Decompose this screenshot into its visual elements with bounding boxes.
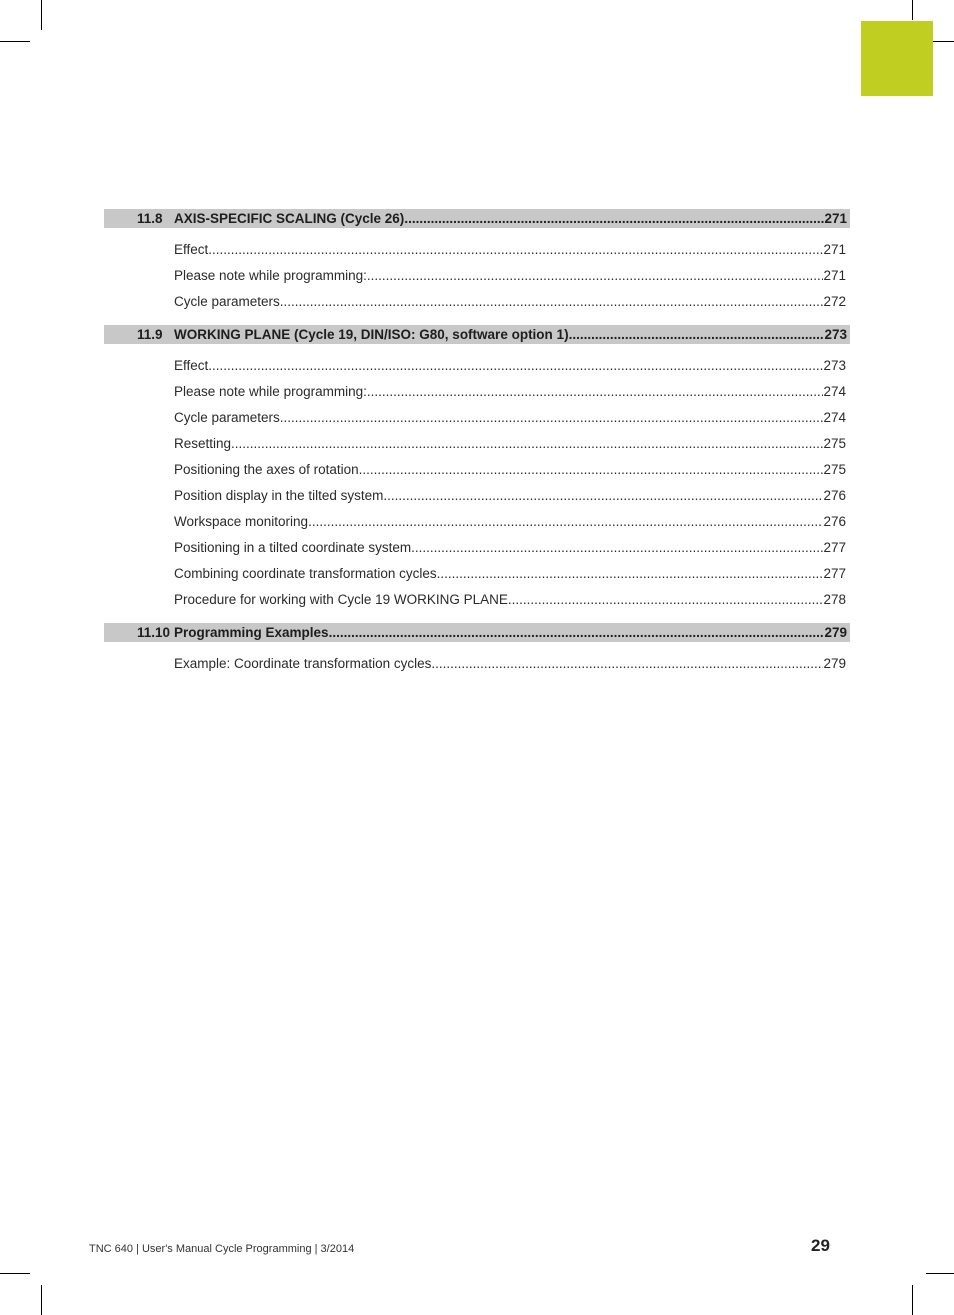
dot-leader <box>280 289 824 315</box>
entry-page: 273 <box>823 358 846 373</box>
entry-title: Position display in the tilted system <box>174 488 384 503</box>
entry-title: Positioning the axes of rotation <box>174 462 359 477</box>
toc-entry-line <box>174 535 846 561</box>
crop-mark <box>41 1285 42 1315</box>
dot-leader <box>431 651 823 677</box>
entry-title: Procedure for working with Cycle 19 WORKING PLANE <box>174 592 508 607</box>
toc-entry-line <box>174 289 846 315</box>
entry-title: Please note while programming: <box>174 384 367 399</box>
section-heading-line <box>174 325 847 344</box>
entry-page: 271 <box>823 268 846 283</box>
section-page: 271 <box>824 211 847 226</box>
crop-mark <box>926 1273 954 1274</box>
toc-entry-line <box>174 483 846 509</box>
toc-entry[interactable] <box>104 457 850 483</box>
entry-page: 278 <box>823 592 846 607</box>
entry-title: Workspace monitoring <box>174 514 309 529</box>
entry-page: 271 <box>823 242 846 257</box>
toc-entry-line <box>174 379 846 405</box>
footer-text: TNC 640 | User's Manual Cycle Programming | 3/2014 <box>89 1243 355 1255</box>
dot-leader <box>359 457 824 483</box>
toc-entry-line <box>174 353 846 379</box>
toc-entry-line <box>174 431 846 457</box>
crop-mark <box>933 41 954 42</box>
toc-entry[interactable] <box>104 483 850 509</box>
dot-leader <box>280 405 824 431</box>
entry-page: 275 <box>823 436 846 451</box>
crop-mark <box>912 0 913 20</box>
toc-entry-line <box>174 457 846 483</box>
section-number: 11.8 <box>137 211 163 226</box>
toc-entry[interactable] <box>104 587 850 613</box>
section-title: WORKING PLANE (Cycle 19, DIN/ISO: G80, software option 1) <box>174 327 569 342</box>
section-page: 279 <box>824 625 847 640</box>
section-heading-line <box>174 623 847 642</box>
dot-leader <box>208 353 823 379</box>
toc-entry[interactable] <box>104 431 850 457</box>
section-title: AXIS-SPECIFIC SCALING (Cycle 26) <box>174 211 405 226</box>
entry-title: Cycle parameters <box>174 294 280 309</box>
entry-title: Effect <box>174 242 209 257</box>
toc-entry-line <box>174 561 846 587</box>
entry-title: Combining coordinate transformation cycles <box>174 566 437 581</box>
section-number: 11.10 <box>137 625 171 640</box>
entry-title: Cycle parameters <box>174 410 280 425</box>
dot-leader <box>508 587 824 613</box>
toc-entry[interactable] <box>104 651 850 677</box>
entry-page: 274 <box>823 410 846 425</box>
toc-entry[interactable] <box>104 509 850 535</box>
entry-page: 277 <box>823 566 846 581</box>
page-number: 29 <box>811 1236 830 1255</box>
toc-entry-line <box>174 263 846 289</box>
toc-entry[interactable] <box>104 353 850 379</box>
toc-entry[interactable] <box>104 263 850 289</box>
crop-mark <box>0 1273 30 1274</box>
entry-page: 279 <box>823 656 846 671</box>
chapter-tab-marker <box>861 21 933 96</box>
dot-leader <box>383 483 823 509</box>
toc-entry[interactable] <box>104 289 850 315</box>
entry-title: Resetting <box>174 436 232 451</box>
entry-title: Effect <box>174 358 209 373</box>
dot-leader <box>308 509 823 535</box>
toc-section-heading[interactable] <box>104 209 850 228</box>
dot-leader <box>437 561 824 587</box>
entry-title: Positioning in a tilted coordinate system <box>174 540 412 555</box>
table-of-contents <box>104 209 850 687</box>
entry-page: 277 <box>823 540 846 555</box>
dot-leader <box>367 379 824 405</box>
crop-mark <box>41 0 42 30</box>
toc-entry-line <box>174 405 846 431</box>
toc-section-heading[interactable] <box>104 325 850 344</box>
toc-entry[interactable] <box>104 535 850 561</box>
toc-section-heading[interactable] <box>104 623 850 642</box>
dot-leader <box>231 431 823 457</box>
crop-mark <box>912 1285 913 1315</box>
section-number: 11.9 <box>137 327 163 342</box>
dot-leader <box>404 209 824 228</box>
entry-title: Please note while programming: <box>174 268 367 283</box>
dot-leader <box>329 623 825 642</box>
toc-entry-line <box>174 237 846 263</box>
entry-title: Example: Coordinate transformation cycles <box>174 656 432 671</box>
entry-page: 276 <box>823 514 846 529</box>
dot-leader <box>569 325 825 344</box>
entry-page: 275 <box>823 462 846 477</box>
toc-entry[interactable] <box>104 405 850 431</box>
toc-entry-line <box>174 587 846 613</box>
entry-page: 276 <box>823 488 846 503</box>
dot-leader <box>367 263 824 289</box>
toc-entry[interactable] <box>104 379 850 405</box>
entry-page: 272 <box>823 294 846 309</box>
toc-entry-line <box>174 509 846 535</box>
toc-entry-line <box>174 651 846 677</box>
entry-page: 274 <box>823 384 846 399</box>
section-title: Programming Examples <box>174 625 329 640</box>
crop-mark <box>0 41 30 42</box>
dot-leader <box>208 237 823 263</box>
toc-entry[interactable] <box>104 237 850 263</box>
section-page: 273 <box>824 327 847 342</box>
section-heading-line <box>174 209 847 228</box>
toc-entry[interactable] <box>104 561 850 587</box>
dot-leader <box>411 535 823 561</box>
